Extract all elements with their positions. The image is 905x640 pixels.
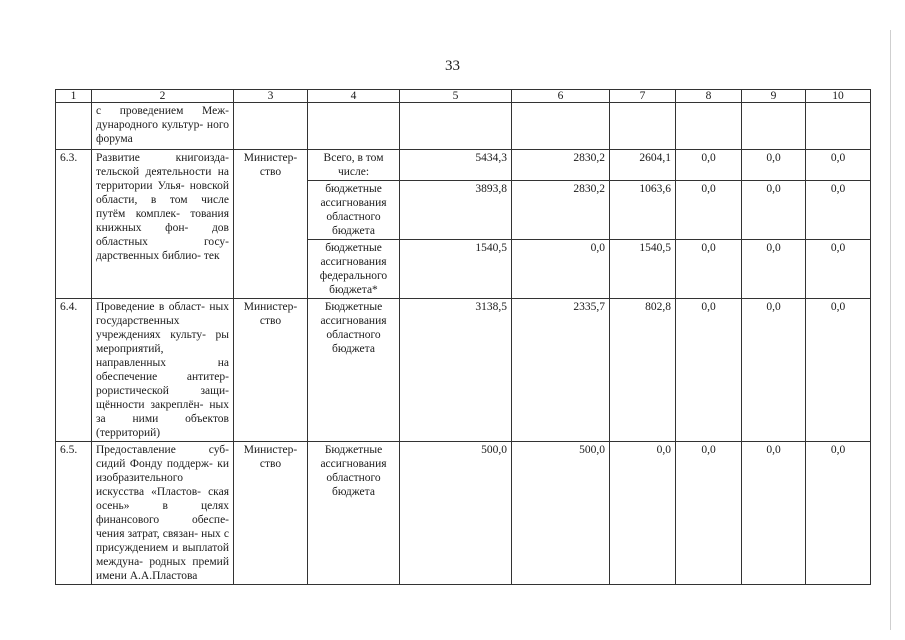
value-cell: 2604,1 [610,150,676,181]
value-cell: 1540,5 [400,240,512,299]
value-cell: 0,0 [742,150,806,181]
row-number: 6.4. [56,299,92,442]
row-number: 6.5. [56,442,92,585]
empty-cell [234,103,308,150]
value-cell: 0,0 [806,442,871,585]
value-cell: 1063,6 [610,181,676,240]
value-cell: 500,0 [512,442,610,585]
funding-source: бюджетные ассигнования областного бюджета [308,181,400,240]
measure-description: Предоставление суб- сидий Фонду поддерж- ки изобразительного искусства «Пластов- ская осень» в целях финансового обеспе- чения затрат, связан- ных с присуждением и выплатой междуна- родных премий имени А.А.Пластова [92,442,234,585]
column-header: 4 [308,90,400,103]
header-row [56,90,871,103]
column-header: 5 [400,90,512,103]
value-cell: 0,0 [742,442,806,585]
funding-source: бюджетные ассигнования федерального бюджета* [308,240,400,299]
value-cell: 500,0 [400,442,512,585]
value-cell: 0,0 [610,442,676,585]
value-cell: 0,0 [676,442,742,585]
empty-cell [742,103,806,150]
executor: Министер- ство [234,442,308,585]
value-cell: 0,0 [742,181,806,240]
value-cell: 0,0 [742,240,806,299]
measure-description: Развитие книгоизда- тельской деятельности на территории Улья- новской области, в том числе путём комплек- тования книжных фон- дов областных госу- дарственных библио- тек [92,150,234,299]
column-header: 10 [806,90,871,103]
column-header: 8 [676,90,742,103]
row-number: 6.3. [56,150,92,299]
value-cell: 802,8 [610,299,676,442]
column-header: 6 [512,90,610,103]
continuation-row [56,103,871,150]
funding-source: Бюджетные ассигнования областного бюджета [308,299,400,442]
column-header: 3 [234,90,308,103]
page-number: 33 [445,58,460,74]
budget-table [55,89,871,585]
value-cell: 0,0 [676,150,742,181]
measure-description: Проведение в област- ных государственных учреждениях культу- ры мероприятий, направленных на обеспечение антитер- рористической защи- щённости закреплён- ных за ними объектов (территорий) [92,299,234,442]
empty-cell [56,103,92,150]
value-cell: 0,0 [806,299,871,442]
value-cell: 3138,5 [400,299,512,442]
page-edge-line [890,30,891,630]
executor: Министер- ство [234,150,308,299]
value-cell: 1540,5 [610,240,676,299]
value-cell: 0,0 [676,181,742,240]
value-cell: 2830,2 [512,150,610,181]
column-header: 7 [610,90,676,103]
empty-cell [512,103,610,150]
empty-cell [676,103,742,150]
value-cell: 0,0 [806,240,871,299]
empty-cell [308,103,400,150]
value-cell: 2830,2 [512,181,610,240]
value-cell: 2335,7 [512,299,610,442]
empty-cell [806,103,871,150]
empty-cell [610,103,676,150]
funding-source: Бюджетные ассигнования областного бюджета [308,442,400,585]
funding-source: Всего, в том числе: [308,150,400,181]
value-cell: 0,0 [806,181,871,240]
column-header: 1 [56,90,92,103]
value-cell: 0,0 [806,150,871,181]
executor: Министер- ство [234,299,308,442]
column-header: 9 [742,90,806,103]
column-header: 2 [92,90,234,103]
table-row [56,150,871,181]
continuation-text: с проведением Меж- дународного культур- ного форума [92,103,234,150]
table-row [56,442,871,585]
value-cell: 3893,8 [400,181,512,240]
value-cell: 5434,3 [400,150,512,181]
value-cell: 0,0 [676,299,742,442]
value-cell: 0,0 [742,299,806,442]
value-cell: 0,0 [676,240,742,299]
table-row [56,299,871,442]
value-cell: 0,0 [512,240,610,299]
empty-cell [400,103,512,150]
